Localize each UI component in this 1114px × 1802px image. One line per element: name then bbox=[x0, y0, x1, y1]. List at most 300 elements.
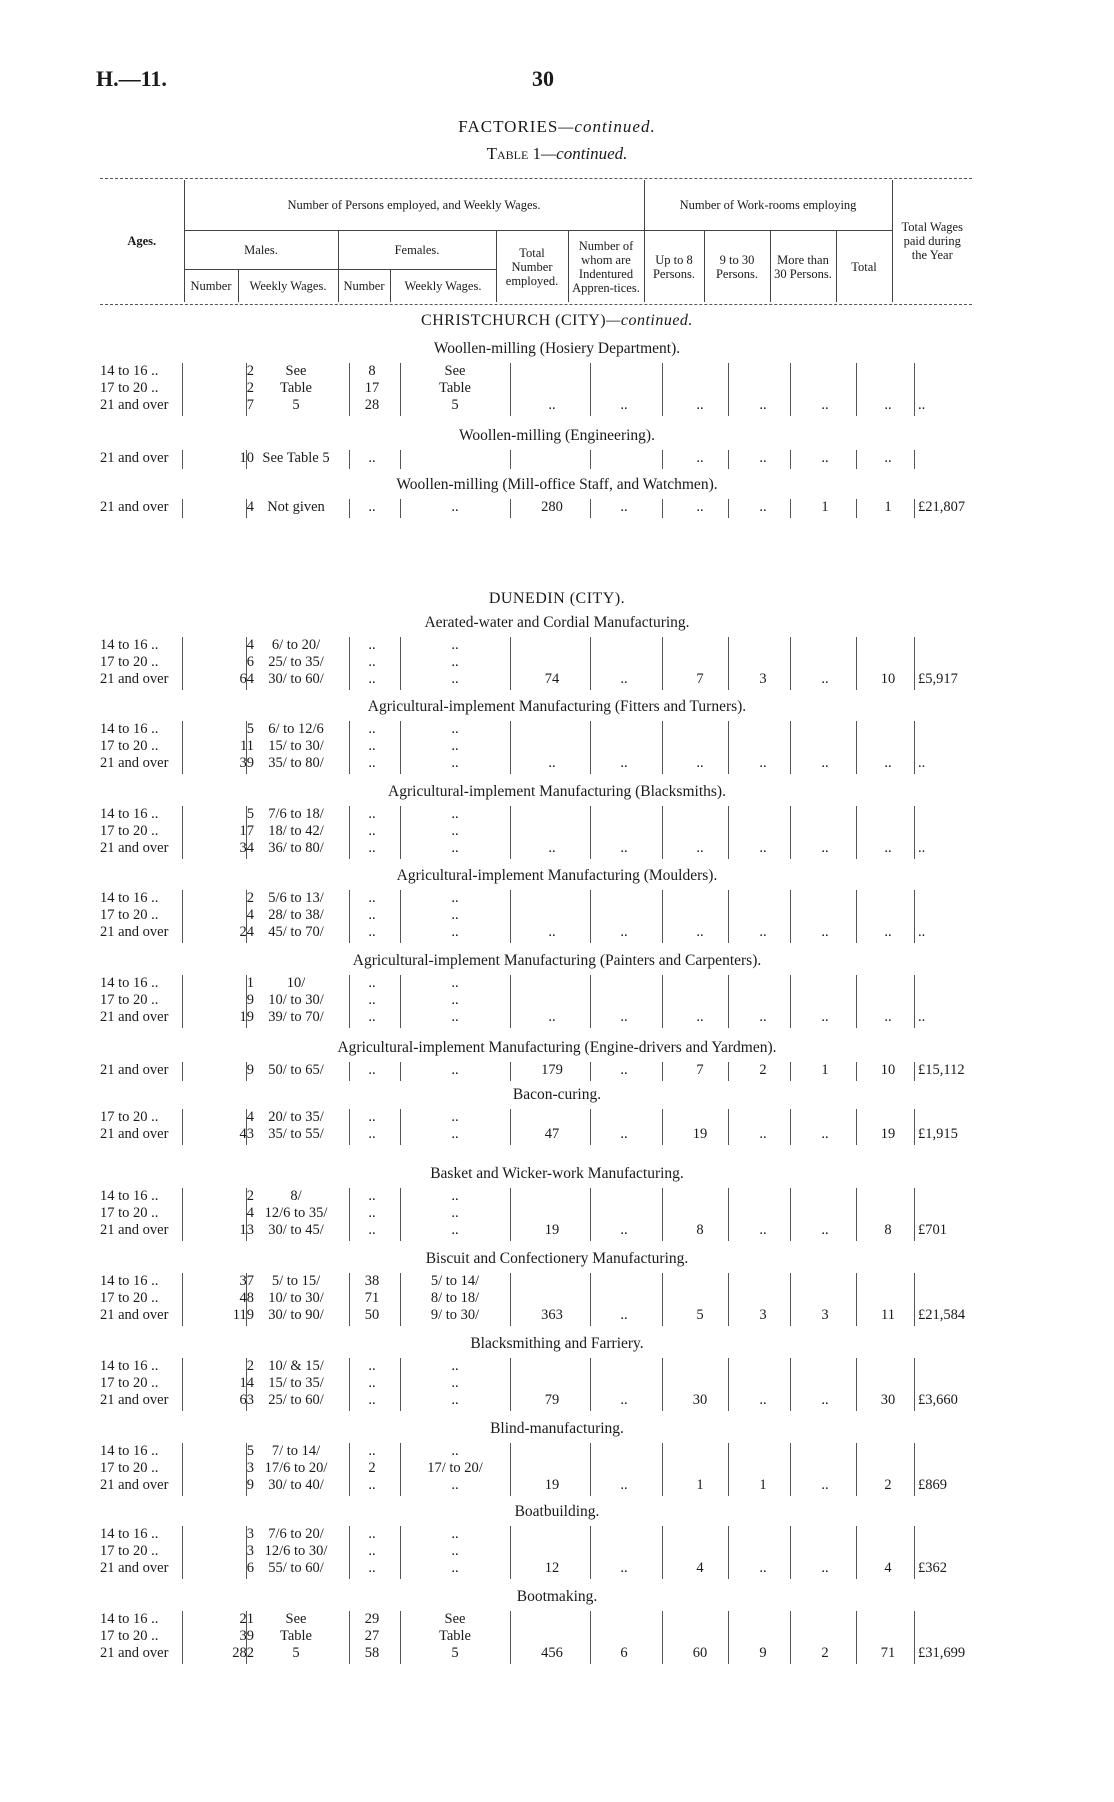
females-wages-cell: 8/ to 18/ bbox=[430, 1290, 480, 1306]
column-rule bbox=[246, 1611, 247, 1664]
column-rule bbox=[246, 1358, 247, 1411]
column-rule bbox=[790, 499, 791, 518]
workrooms-total-cell: 10 bbox=[880, 1062, 896, 1078]
age-cell: 17 to 20 .. bbox=[100, 1460, 159, 1476]
column-rule bbox=[790, 1443, 791, 1496]
total-employed-cell: 363 bbox=[541, 1307, 563, 1323]
column-rule bbox=[914, 890, 915, 943]
age-cell: 14 to 16 .. bbox=[100, 637, 159, 653]
column-rule bbox=[856, 1273, 857, 1326]
age-cell: 21 and over bbox=[100, 499, 169, 515]
column-rule bbox=[790, 450, 791, 469]
column-rule bbox=[728, 363, 729, 416]
table-row bbox=[0, 1392, 1114, 1409]
females-wages-cell: .. bbox=[451, 1062, 459, 1078]
males-wages-cell: 5 bbox=[292, 1645, 300, 1661]
up-to-8-cell: .. bbox=[696, 755, 704, 771]
females-number-cell: 8 bbox=[368, 363, 376, 379]
workrooms-total-cell: 10 bbox=[880, 671, 896, 687]
column-rule bbox=[590, 1062, 591, 1081]
table-row bbox=[0, 671, 1114, 688]
males-number-cell: 3 bbox=[246, 1543, 254, 1559]
column-rule bbox=[662, 1443, 663, 1496]
column-rule bbox=[246, 890, 247, 943]
city-heading bbox=[0, 312, 1114, 330]
industry-heading: Blind-manufacturing. bbox=[490, 1420, 624, 1437]
males-wages-cell: See bbox=[285, 1611, 307, 1627]
column-rule bbox=[590, 1358, 591, 1411]
females-number-cell: .. bbox=[368, 992, 376, 1008]
females-wages-cell: .. bbox=[451, 499, 459, 515]
females-number-cell: .. bbox=[368, 840, 376, 856]
males-wages-cell: 25/ to 35/ bbox=[268, 654, 324, 670]
table-row bbox=[0, 806, 1114, 823]
column-rule bbox=[790, 1611, 791, 1664]
industry-heading: Bootmaking. bbox=[516, 1588, 598, 1605]
table-row bbox=[0, 721, 1114, 738]
males-number-cell: 4 bbox=[246, 907, 254, 923]
females-number-cell: .. bbox=[368, 1526, 376, 1542]
column-rule bbox=[182, 637, 183, 690]
column-rule bbox=[400, 450, 401, 469]
females-wages-cell: .. bbox=[451, 1126, 459, 1142]
column-rule bbox=[590, 363, 591, 416]
column-rule bbox=[662, 1273, 663, 1326]
age-cell: 14 to 16 .. bbox=[100, 975, 159, 991]
total-employed-cell: 19 bbox=[544, 1222, 560, 1238]
column-rule bbox=[914, 1526, 915, 1579]
column-rule bbox=[349, 1062, 350, 1081]
column-rule bbox=[790, 1358, 791, 1411]
males-wages-cell: 5/ to 15/ bbox=[271, 1273, 321, 1289]
table-row bbox=[0, 738, 1114, 755]
page-number: 30 bbox=[532, 66, 554, 91]
column-rule bbox=[662, 1109, 663, 1145]
age-cell: 14 to 16 .. bbox=[100, 890, 159, 906]
column-rule bbox=[856, 1611, 857, 1664]
apprentices-cell: .. bbox=[620, 1062, 628, 1078]
total-wages-cell: £362 bbox=[918, 1560, 947, 1576]
females-number-cell: 71 bbox=[364, 1290, 380, 1306]
table-row bbox=[0, 499, 1114, 516]
column-rule bbox=[914, 499, 915, 518]
age-cell: 21 and over bbox=[100, 755, 169, 771]
age-cell: 17 to 20 .. bbox=[100, 1290, 159, 1306]
column-rule bbox=[728, 450, 729, 469]
column-rule bbox=[349, 1526, 350, 1579]
males-number-cell: 43 bbox=[239, 1126, 254, 1142]
females-wages-cell: 17/ to 20/ bbox=[427, 1460, 483, 1476]
up-to-8-cell: .. bbox=[696, 1009, 704, 1025]
column-rule bbox=[590, 1611, 591, 1664]
col-males-number: Number bbox=[184, 270, 238, 303]
column-rule bbox=[246, 1109, 247, 1145]
column-rule bbox=[590, 1109, 591, 1145]
table-row bbox=[0, 1526, 1114, 1543]
col-females-wages: Weekly Wages. bbox=[390, 270, 496, 303]
age-cell: 21 and over bbox=[100, 1645, 169, 1661]
females-number-cell: .. bbox=[368, 1205, 376, 1221]
males-number-cell: 14 bbox=[239, 1375, 254, 1391]
column-rule bbox=[182, 806, 183, 859]
males-number-cell: 6 bbox=[246, 654, 254, 670]
industry-heading: Agricultural-implement Manufacturing (Engine-drivers and Yardmen). bbox=[337, 1039, 777, 1056]
age-cell: 21 and over bbox=[100, 1009, 169, 1025]
males-number-cell: 119 bbox=[232, 1307, 254, 1323]
apprentices-cell: .. bbox=[620, 1009, 628, 1025]
females-number-cell: .. bbox=[368, 1375, 376, 1391]
total-employed-cell: .. bbox=[548, 840, 556, 856]
males-number-cell: 48 bbox=[239, 1290, 254, 1306]
table-row bbox=[0, 924, 1114, 941]
age-cell: 17 to 20 .. bbox=[100, 1375, 159, 1391]
females-number-cell: .. bbox=[368, 1222, 376, 1238]
column-rule bbox=[510, 806, 511, 859]
table-row bbox=[0, 907, 1114, 924]
workrooms-total-cell: .. bbox=[884, 397, 892, 413]
males-number-cell: 1 bbox=[246, 975, 254, 991]
workrooms-total-cell: 71 bbox=[880, 1645, 896, 1661]
females-number-cell: .. bbox=[368, 1062, 376, 1078]
col-persons-group: Number of Persons employed, and Weekly Wages. bbox=[184, 180, 644, 231]
nine-to-30-cell: .. bbox=[759, 755, 767, 771]
nine-to-30-cell: 9 bbox=[759, 1645, 767, 1661]
females-wages-cell: 5 bbox=[451, 397, 459, 413]
nine-to-30-cell: .. bbox=[759, 1560, 767, 1576]
more-than-30-cell: .. bbox=[821, 1222, 829, 1238]
males-number-cell: 5 bbox=[246, 721, 254, 737]
column-rule bbox=[349, 1273, 350, 1326]
males-wages-cell: 30/ to 40/ bbox=[268, 1477, 324, 1493]
column-rule bbox=[349, 450, 350, 469]
column-rule bbox=[662, 363, 663, 416]
column-rule bbox=[728, 1358, 729, 1411]
males-number-cell: 39 bbox=[239, 755, 254, 771]
column-rule bbox=[182, 975, 183, 1028]
males-wages-cell: 10/ to 30/ bbox=[268, 992, 324, 1008]
nine-to-30-cell: .. bbox=[759, 1009, 767, 1025]
industry-heading: Woollen-milling (Engineering). bbox=[459, 427, 655, 444]
males-wages-cell: 50/ to 65/ bbox=[268, 1062, 324, 1078]
males-number-cell: 9 bbox=[246, 1062, 254, 1078]
females-number-cell: .. bbox=[368, 1560, 376, 1576]
males-number-cell: 21 bbox=[239, 1611, 254, 1627]
males-number-cell: 10 bbox=[239, 450, 254, 466]
females-wages-cell: .. bbox=[451, 1109, 459, 1125]
column-rule bbox=[246, 1526, 247, 1579]
males-wages-cell: 5 bbox=[292, 397, 300, 413]
nine-to-30-cell: .. bbox=[759, 1126, 767, 1142]
table-subtitle bbox=[0, 144, 1114, 164]
females-number-cell: .. bbox=[368, 1392, 376, 1408]
females-number-cell: .. bbox=[368, 738, 376, 754]
females-wages-cell: .. bbox=[451, 1222, 459, 1238]
column-rule bbox=[914, 1062, 915, 1081]
column-rule bbox=[182, 499, 183, 518]
more-than-30-cell: .. bbox=[821, 450, 829, 466]
column-rule bbox=[728, 1062, 729, 1081]
females-wages-cell: 9/ to 30/ bbox=[430, 1307, 480, 1323]
age-cell: 14 to 16 .. bbox=[100, 1611, 159, 1627]
total-wages-cell: £21,807 bbox=[918, 499, 966, 515]
column-rule bbox=[856, 721, 857, 774]
column-rule bbox=[914, 806, 915, 859]
total-employed-cell: .. bbox=[548, 924, 556, 940]
males-wages-cell: See bbox=[285, 363, 307, 379]
table-row bbox=[0, 755, 1114, 772]
males-number-cell: 9 bbox=[246, 992, 254, 1008]
nine-to-30-cell: 3 bbox=[759, 1307, 767, 1323]
males-wages-cell: 6/ to 12/6 bbox=[268, 721, 324, 737]
column-rule bbox=[790, 1062, 791, 1081]
table-row bbox=[0, 823, 1114, 840]
females-wages-cell: .. bbox=[451, 1358, 459, 1374]
males-number-cell: 2 bbox=[246, 380, 254, 396]
column-rule bbox=[182, 450, 183, 469]
males-number-cell: 2 bbox=[246, 363, 254, 379]
nine-to-30-cell: .. bbox=[759, 1392, 767, 1408]
total-employed-cell: .. bbox=[548, 397, 556, 413]
column-rule bbox=[790, 1109, 791, 1145]
workrooms-total-cell: .. bbox=[884, 450, 892, 466]
females-wages-cell: .. bbox=[451, 671, 459, 687]
males-wages-cell: 10/ to 30/ bbox=[268, 1290, 324, 1306]
males-number-cell: 6 bbox=[246, 1560, 254, 1576]
column-rule bbox=[590, 1443, 591, 1496]
age-cell: 14 to 16 .. bbox=[100, 1358, 159, 1374]
total-wages-cell: .. bbox=[918, 755, 926, 771]
total-wages-cell: £1,915 bbox=[918, 1126, 958, 1142]
nine-to-30-cell: 2 bbox=[759, 1062, 767, 1078]
age-cell: 14 to 16 .. bbox=[100, 721, 159, 737]
column-rule bbox=[246, 1443, 247, 1496]
total-wages-cell: £21,584 bbox=[918, 1307, 966, 1323]
total-employed-cell: 456 bbox=[541, 1645, 563, 1661]
column-rule bbox=[349, 890, 350, 943]
table-row bbox=[0, 1477, 1114, 1494]
females-wages-cell: Table bbox=[439, 380, 471, 396]
column-rule bbox=[246, 806, 247, 859]
females-wages-cell: .. bbox=[451, 975, 459, 991]
total-wages-cell: £3,660 bbox=[918, 1392, 958, 1408]
col-workrooms-group: Number of Work-rooms employing bbox=[644, 180, 892, 231]
females-number-cell: .. bbox=[368, 806, 376, 822]
column-rule bbox=[728, 975, 729, 1028]
males-number-cell: 19 bbox=[239, 1009, 254, 1025]
apprentices-cell: .. bbox=[620, 1392, 628, 1408]
column-rule bbox=[246, 975, 247, 1028]
females-wages-cell: See bbox=[444, 363, 466, 379]
workrooms-total-cell: .. bbox=[884, 1009, 892, 1025]
city-heading-title: CHRISTCHURCH (CITY) bbox=[421, 312, 607, 329]
males-wages-cell: 17/6 to 20/ bbox=[264, 1460, 328, 1476]
industry-heading: Boatbuilding. bbox=[514, 1503, 600, 1520]
males-number-cell: 4 bbox=[246, 499, 254, 515]
column-rule bbox=[790, 637, 791, 690]
apprentices-cell: .. bbox=[620, 671, 628, 687]
up-to-8-cell: 5 bbox=[696, 1307, 704, 1323]
total-wages-cell: £31,699 bbox=[918, 1645, 966, 1661]
females-wages-cell: .. bbox=[451, 890, 459, 906]
females-number-cell: .. bbox=[368, 1188, 376, 1204]
nine-to-30-cell: .. bbox=[759, 450, 767, 466]
column-rule bbox=[590, 806, 591, 859]
column-rule bbox=[790, 890, 791, 943]
column-rule bbox=[182, 1273, 183, 1326]
column-rule bbox=[662, 450, 663, 469]
column-rule bbox=[400, 975, 401, 1028]
more-than-30-cell: .. bbox=[821, 1126, 829, 1142]
males-number-cell: 5 bbox=[246, 1443, 254, 1459]
column-rule bbox=[856, 1358, 857, 1411]
column-rule bbox=[510, 1358, 511, 1411]
apprentices-cell: .. bbox=[620, 397, 628, 413]
males-wages-cell: Not given bbox=[267, 499, 325, 515]
more-than-30-cell: 2 bbox=[821, 1645, 829, 1661]
column-rule bbox=[856, 975, 857, 1028]
column-rule bbox=[510, 975, 511, 1028]
column-rule bbox=[728, 637, 729, 690]
column-rule bbox=[510, 637, 511, 690]
more-than-30-cell: 1 bbox=[821, 1062, 829, 1078]
column-rule bbox=[182, 1611, 183, 1664]
workrooms-total-cell: 1 bbox=[884, 499, 892, 515]
subtitle-continued: —continued. bbox=[541, 144, 628, 163]
females-number-cell: 38 bbox=[364, 1273, 380, 1289]
table-row bbox=[0, 1188, 1114, 1205]
column-rule bbox=[662, 1188, 663, 1241]
column-rule bbox=[349, 806, 350, 859]
males-number-cell: 4 bbox=[246, 1205, 254, 1221]
column-rule bbox=[510, 890, 511, 943]
column-rule bbox=[662, 1358, 663, 1411]
males-wages-cell: 7/6 to 18/ bbox=[268, 806, 324, 822]
females-wages-cell: .. bbox=[451, 992, 459, 1008]
males-number-cell: 4 bbox=[246, 637, 254, 653]
column-rule bbox=[914, 1358, 915, 1411]
females-wages-cell: .. bbox=[451, 907, 459, 923]
total-wages-cell: £5,917 bbox=[918, 671, 958, 687]
females-wages-cell: .. bbox=[451, 823, 459, 839]
column-rule bbox=[856, 890, 857, 943]
females-wages-cell: See bbox=[444, 1611, 466, 1627]
table-row bbox=[0, 637, 1114, 654]
females-wages-cell: 5/ to 14/ bbox=[430, 1273, 480, 1289]
up-to-8-cell: 8 bbox=[696, 1222, 704, 1238]
table-row bbox=[0, 397, 1114, 414]
column-rule bbox=[914, 450, 915, 469]
females-wages-cell: .. bbox=[451, 721, 459, 737]
table-row bbox=[0, 1611, 1114, 1628]
header-bottom-rule bbox=[100, 304, 972, 305]
title-main: FACTORIES bbox=[458, 117, 559, 136]
city-heading-title: DUNEDIN (CITY). bbox=[488, 590, 626, 607]
males-wages-cell: 12/6 to 35/ bbox=[264, 1205, 328, 1221]
males-number-cell: 9 bbox=[246, 1477, 254, 1493]
age-cell: 17 to 20 .. bbox=[100, 1205, 159, 1221]
col-apprentices: Number of whom are Indentured Appren-tices. bbox=[568, 231, 644, 303]
column-rule bbox=[400, 1109, 401, 1145]
females-number-cell: .. bbox=[368, 1009, 376, 1025]
table-row bbox=[0, 1645, 1114, 1662]
column-rule bbox=[349, 637, 350, 690]
males-wages-cell: 30/ to 45/ bbox=[268, 1222, 324, 1238]
industry-heading: Woollen-milling (Mill-office Staff, and Watchmen). bbox=[396, 476, 718, 493]
column-rule bbox=[246, 1062, 247, 1081]
column-rule bbox=[790, 1273, 791, 1326]
col-males-wages: Weekly Wages. bbox=[238, 270, 338, 303]
females-number-cell: .. bbox=[368, 1543, 376, 1559]
age-cell: 21 and over bbox=[100, 924, 169, 940]
column-rule bbox=[400, 1358, 401, 1411]
col-ages: Ages. bbox=[127, 234, 157, 248]
nine-to-30-cell: .. bbox=[759, 397, 767, 413]
column-rule bbox=[510, 1443, 511, 1496]
workrooms-total-cell: 4 bbox=[884, 1560, 892, 1576]
age-cell: 21 and over bbox=[100, 840, 169, 856]
nine-to-30-cell: 1 bbox=[759, 1477, 767, 1493]
up-to-8-cell: 30 bbox=[692, 1392, 708, 1408]
age-cell: 14 to 16 .. bbox=[100, 1188, 159, 1204]
apprentices-cell: .. bbox=[620, 924, 628, 940]
apprentices-cell: 6 bbox=[620, 1645, 628, 1661]
apprentices-cell: .. bbox=[620, 499, 628, 515]
table-row bbox=[0, 1460, 1114, 1477]
column-rule bbox=[790, 1188, 791, 1241]
column-rule bbox=[510, 721, 511, 774]
females-number-cell: 28 bbox=[364, 397, 380, 413]
age-cell: 17 to 20 .. bbox=[100, 654, 159, 670]
column-rule bbox=[349, 975, 350, 1028]
column-rule bbox=[728, 1188, 729, 1241]
more-than-30-cell: .. bbox=[821, 755, 829, 771]
column-rule bbox=[914, 1443, 915, 1496]
column-rule bbox=[590, 637, 591, 690]
males-number-cell: 37 bbox=[239, 1273, 254, 1289]
workrooms-total-cell: 8 bbox=[884, 1222, 892, 1238]
males-wages-cell: 35/ to 55/ bbox=[268, 1126, 324, 1142]
column-rule bbox=[349, 499, 350, 518]
more-than-30-cell: 1 bbox=[821, 499, 829, 515]
males-number-cell: 13 bbox=[239, 1222, 254, 1238]
report-code: H.—11. bbox=[96, 66, 167, 91]
total-wages-cell: £15,112 bbox=[918, 1062, 965, 1078]
column-rule bbox=[662, 721, 663, 774]
column-rule bbox=[400, 1188, 401, 1241]
column-rule bbox=[728, 1109, 729, 1145]
column-rule bbox=[856, 450, 857, 469]
column-rule bbox=[856, 1443, 857, 1496]
column-rule bbox=[856, 1062, 857, 1081]
column-rule bbox=[662, 1526, 663, 1579]
column-rule bbox=[510, 1273, 511, 1326]
column-rule bbox=[790, 1526, 791, 1579]
nine-to-30-cell: .. bbox=[759, 499, 767, 515]
table-row bbox=[0, 890, 1114, 907]
up-to-8-cell: .. bbox=[696, 450, 704, 466]
column-rule bbox=[400, 806, 401, 859]
age-cell: 17 to 20 .. bbox=[100, 1109, 159, 1125]
column-rule bbox=[590, 499, 591, 518]
females-number-cell: 58 bbox=[364, 1645, 380, 1661]
more-than-30-cell: .. bbox=[821, 924, 829, 940]
table-row bbox=[0, 1628, 1114, 1645]
apprentices-cell: .. bbox=[620, 840, 628, 856]
table-row bbox=[0, 1205, 1114, 1222]
up-to-8-cell: 7 bbox=[696, 671, 704, 687]
age-cell: 17 to 20 .. bbox=[100, 992, 159, 1008]
column-rule bbox=[400, 1611, 401, 1664]
